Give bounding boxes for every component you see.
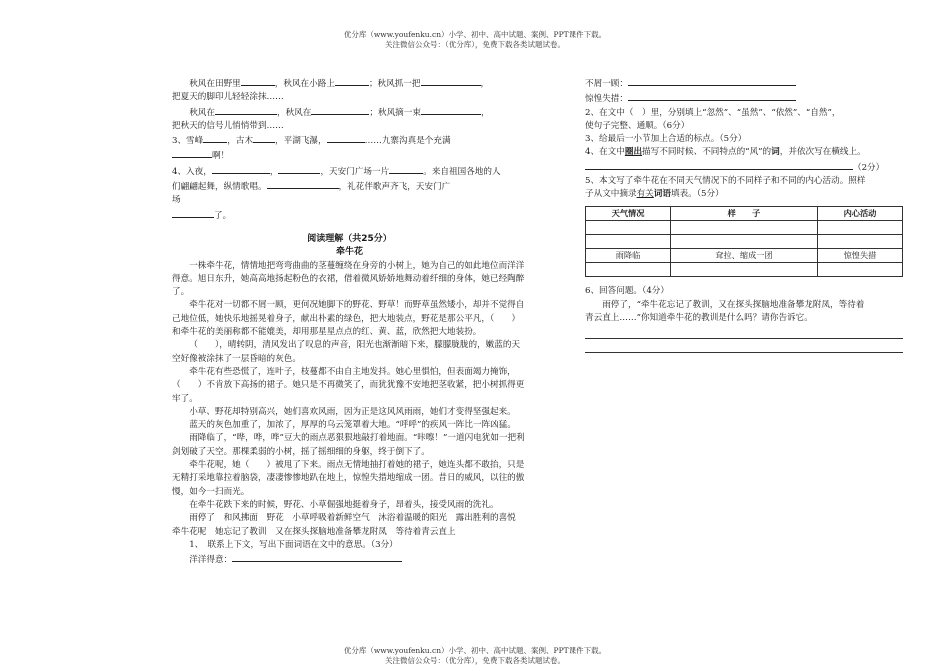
section-title: 阅读理解（共25分） bbox=[307, 233, 392, 244]
table-row bbox=[586, 248, 903, 262]
answer-line[interactable] bbox=[585, 339, 903, 353]
story-title: 牵牛花 bbox=[335, 247, 363, 258]
blank[interactable] bbox=[253, 133, 275, 143]
question-6-line-2: 青云直上……”你知道牵牛花的教训是什么吗？请你告诉它。 bbox=[585, 312, 813, 323]
blank[interactable] bbox=[215, 105, 277, 115]
table-cell[interactable] bbox=[586, 234, 671, 248]
q1-word-1: 洋洋得意： bbox=[172, 552, 527, 567]
question-5-line-1: 5、本文写了牵牛花在不同天气情况下的不同样子和不同的内心活动。照样 bbox=[585, 176, 866, 187]
question-5-line-2: 子从文中摘录有关词语填表。（5分） bbox=[585, 189, 724, 200]
header-line-1: 优分库（www.youfenku.cn）小学、初中、高中试题、案例、PPT课件下载。 bbox=[343, 30, 607, 39]
paragraph: 小草、野花却特别高兴，她们喜欢风雨，因为正是这风风雨雨，她们才变得坚强起来。 bbox=[189, 406, 516, 417]
table-row bbox=[586, 234, 903, 248]
table-header: 天气情况 bbox=[586, 206, 671, 220]
table-header-row bbox=[586, 206, 903, 220]
question-4: 4、在文中圈出描写不同时候、不同特点的“风”的词，并依次写在横线上。 bbox=[585, 147, 866, 158]
paragraph: （ ），晴转阴，清风发出了叹息的声音，阳光也渐渐暗下来，朦朦胧胧的，嫩蓝的天空好像被涂抹了一层昏暗的灰色。 bbox=[172, 340, 521, 364]
blank[interactable] bbox=[389, 164, 423, 174]
answer-line[interactable] bbox=[628, 91, 796, 101]
table-cell[interactable] bbox=[586, 263, 671, 277]
blank[interactable] bbox=[421, 105, 481, 115]
table-cell[interactable] bbox=[671, 234, 818, 248]
q1-word-3: 惊惶失措： bbox=[585, 91, 903, 106]
table-cell: 惊惶失措 bbox=[817, 248, 902, 262]
q4-line-2: 们翩翩起舞，纵情歌唱。 ，礼花伴歌声齐飞，天安门广 bbox=[172, 179, 527, 194]
q2-line-4: 把秋天的信号儿悄悄带到…… bbox=[172, 120, 284, 131]
footer-line-2: 关注微信公众号：（优分库），免费下载各类试题试卷。 bbox=[385, 656, 565, 665]
blank[interactable] bbox=[212, 164, 270, 174]
q1-word-2: 不屑一顾： bbox=[585, 76, 903, 91]
page-footer bbox=[0, 646, 950, 666]
question-2-line-2: 使句子完整、通顺。（6分） bbox=[585, 120, 690, 131]
q2-line-1: 秋风在田野里 ，秋风在小路上 ；秋风抓一把 ， bbox=[172, 76, 527, 91]
blank[interactable] bbox=[241, 76, 275, 86]
blank[interactable] bbox=[172, 148, 212, 158]
table-cell[interactable] bbox=[671, 220, 818, 234]
table-cell: 雨降临 bbox=[586, 248, 671, 262]
q4-line-1: 4、入夜， ， ，天安门广场一片 。来自祖国各地的人 bbox=[172, 164, 527, 179]
blank[interactable] bbox=[203, 133, 227, 143]
page-header bbox=[0, 30, 950, 50]
table-cell[interactable] bbox=[817, 220, 902, 234]
right-column bbox=[585, 76, 903, 353]
paragraph: 雨停了 和风拂面 野花 小草呼吸着新鲜空气 沐浴着温暖的阳光 露出胜利的喜悦 牵牛花呢 她忘记了教训 又在探头探脑地准备攀龙附凤 等待着青云直上 bbox=[172, 513, 525, 537]
q2-line-3: 秋风在 ，秋风在 ；秋风摘一束 ， bbox=[172, 105, 527, 120]
footer-line-1: 优分库（www.youfenku.cn）小学、初中、高中试题、案例、PPT课件下载。 bbox=[343, 646, 607, 655]
paragraph: 蓝天的灰色加重了，加浓了，厚厚的乌云笼罩着大地。“呼呼”的疾风一阵比一阵凶猛。 bbox=[189, 420, 516, 431]
answer-table bbox=[585, 206, 903, 278]
answer-line[interactable] bbox=[232, 552, 402, 562]
paragraph: 在牵牛花跌下来的时候，野花、小草倔强地挺着身子，昂着头，接受风雨的洗礼。 bbox=[189, 499, 499, 510]
q3-line-2: 啊！ bbox=[172, 148, 527, 163]
blank[interactable] bbox=[267, 179, 339, 189]
q4-line-4: 了。 bbox=[172, 208, 527, 223]
table-row bbox=[586, 263, 903, 277]
paragraph: 牵牛花呢，她（ ）被甩了下来。雨点无情地抽打着她的裙子，她连头都不敢抬，只是无精打采地靠拉着脑袋，凄凄惨惨地趴在地上，惊惶失措地缩成一团。昔日的威风，以往的傲慢，如今一扫而光。 bbox=[172, 460, 525, 497]
table-cell[interactable] bbox=[817, 234, 902, 248]
table-cell[interactable] bbox=[586, 220, 671, 234]
blank[interactable] bbox=[172, 208, 214, 218]
question-4-answer: （2分） bbox=[585, 160, 903, 175]
answer-line[interactable] bbox=[585, 325, 903, 339]
blank[interactable] bbox=[311, 105, 369, 115]
paragraph: 雨降临了，“哗，哗，哗”豆大的雨点恶狠狠地敲打着地面。“咔嚓！”一道闪电犹如一把利剑划破了天空。那棵柔弱的小树，摇了摇细细的身躯，终于倒下了。 bbox=[172, 433, 525, 457]
table-header: 内心活动 bbox=[817, 206, 902, 220]
q4-line-3: 场 bbox=[172, 195, 181, 206]
answer-line[interactable] bbox=[628, 76, 796, 86]
blank[interactable] bbox=[421, 76, 481, 86]
table-cell[interactable] bbox=[817, 263, 902, 277]
paragraph: 一株牵牛花，情情地把弯弯曲曲的茎蔓缠绕在身旁的小树上，她为自己的如此地位而洋洋得意。旭日东升，她高高地扬起粉色的衣裙，借着微风娇娇地舞动着纤细的身体，她已经陶醉了。 bbox=[172, 260, 525, 298]
blank[interactable] bbox=[335, 76, 369, 86]
paragraph: 牵牛花对一切都不屑一顾，更何况她脚下的野花、野草！而野草虽然矮小，却并不觉得自己地位低，她快乐地摇晃着身子，献出朴素的绿色，把大地装点，野花是那公平凡，（ ）和牵牛花的美丽称都不能媲美，却用那星星点点的红、黄、蓝，欣然把大地装扮。 bbox=[172, 300, 525, 338]
table-row bbox=[586, 220, 903, 234]
header-line-2: 关注微信公众号：（优分库），免费下载各类试题试卷。 bbox=[385, 40, 565, 49]
blank[interactable] bbox=[327, 133, 365, 143]
table-header: 样 子 bbox=[671, 206, 818, 220]
question-1: 1、 联系上下文，写出下面词语在文中的意思。（3分） bbox=[189, 539, 398, 550]
q2-line-2: 把夏天的脚印儿轻轻涂抹…… bbox=[172, 92, 284, 103]
q3-line-1: 3、雪峰 ，古木 ，平湖飞瀑， ……九寨沟真是个充满 bbox=[172, 133, 527, 148]
paragraph: 牵牛花有些恐慌了，连叶子，枝蔓都不由自主地发抖。她心里惧怕，但表面竭力掩饰，（ ）不肯放下高扬的裙子。她只是不再微笑了，而犹犹豫不安地把茎收紧，把小树抓得更牢了。 bbox=[172, 366, 525, 404]
table-cell[interactable] bbox=[671, 263, 818, 277]
question-2-line-1: 2、在文中（ ）里，分别填上“忽然”、“虽然”、“依然”、“自然”， bbox=[585, 107, 841, 118]
table-cell: 耷拉、缩成一团 bbox=[671, 248, 818, 262]
question-6-line-1: 雨停了，“牵牛花忘记了教训，又在探头探脑地准备攀龙附凤，等待着 bbox=[602, 299, 865, 310]
blank[interactable] bbox=[278, 164, 320, 174]
question-3: 3、给最后一小节加上合适的标点。（5分） bbox=[585, 134, 747, 145]
question-6-title: 6、回答问题。（4分） bbox=[585, 286, 669, 297]
answer-line[interactable] bbox=[585, 160, 853, 170]
left-column bbox=[172, 76, 527, 567]
